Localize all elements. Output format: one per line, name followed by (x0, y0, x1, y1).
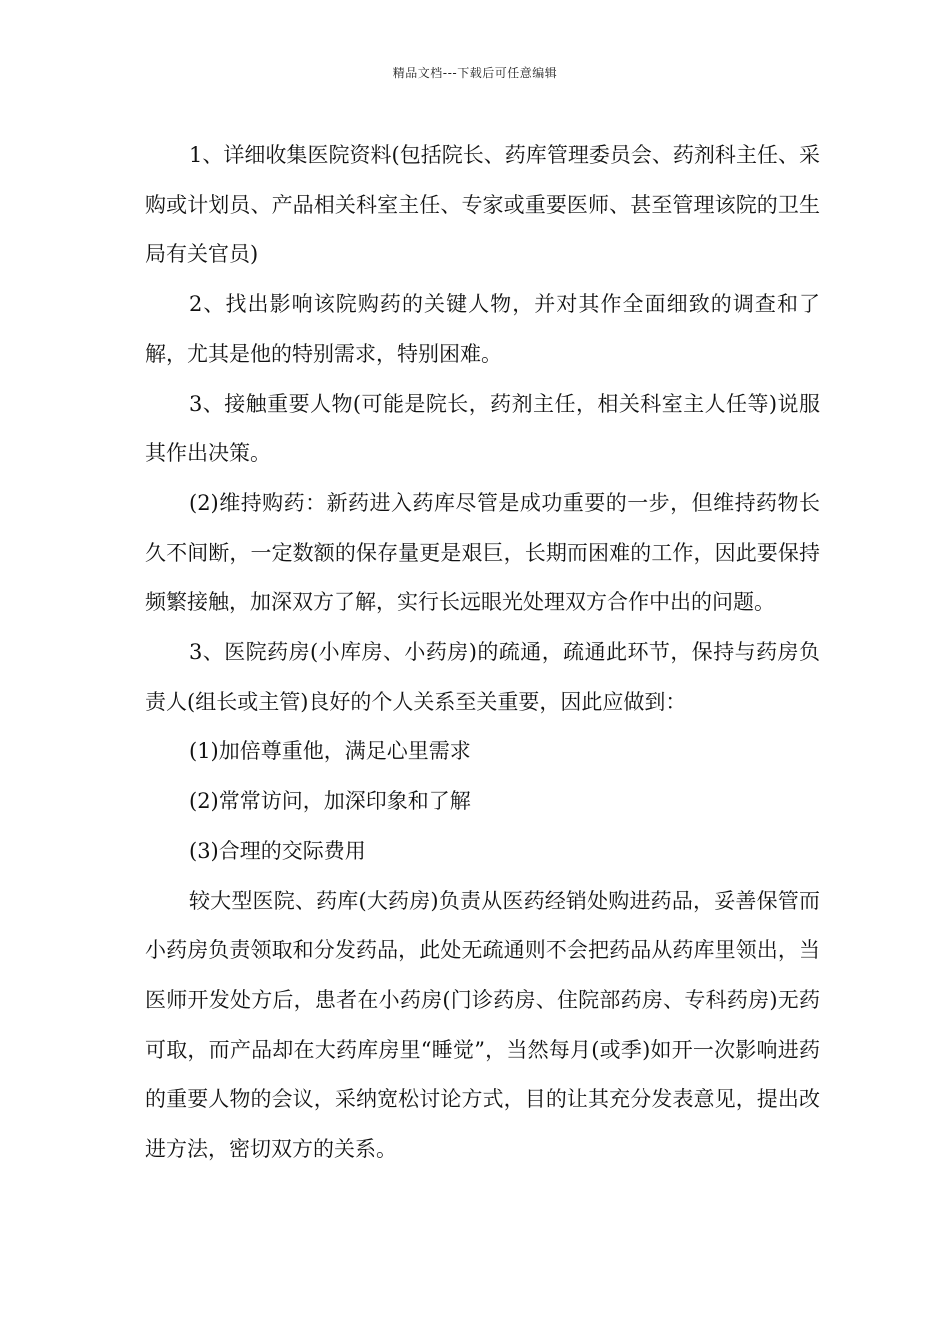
paragraph-maintain-purchasing: (2)维持购药：新药进入药库尽管是成功重要的一步，但维持药物长久不间断，一定数额的保存量更是艰巨，长期而困难的工作，因此要保持频繁接触，加深双方了解，实行长远眼光处理双方合作中出的问题。 (145, 490, 820, 615)
list-item-respect: (1)加倍尊重他，满足心里需求 (189, 739, 471, 764)
paragraph-large-hospital: 较大型医院、药库(大药房)负责从医药经销处购进药品，妥善保管而小药房负责领取和分发药品，此处无疏通则不会把药品从药库里领出，当医师开发处方后，患者在小药房(门诊药房、住院部药房、专科药房)无药可取，而产品却在大药库房里“睡觉”，当然每月(或季)如开一次影响进药的重要人物的会议，采纳宽松讨论方式，目的让其充分发表意见，提出改进方法，密切双方的关系。 (145, 888, 820, 1162)
list-item-expenses: (3)合理的交际费用 (189, 838, 366, 863)
paragraph-collect-hospital-info: 1、详细收集医院资料(包括院长、药库管理委员会、药剂科主任、采购或计划员、产品相关科室主任、专家或重要医师、甚至管理该院的卫生局有关官员) (145, 143, 820, 267)
list-item-visit: (2)常常访问，加深印象和了解 (189, 789, 471, 814)
paragraph-find-key-people: 2、找出影响该院购药的关键人物，并对其作全面细致的调查和了解，尤其是他的特别需求，特别困难。 (145, 292, 820, 366)
paragraph-contact-important-people: 3、接触重要人物(可能是院长，药剂主任，相关科室主人任等)说服其作出决策。 (145, 391, 820, 466)
document-body (145, 131, 820, 1175)
page-header: 精品文档---下载后可任意编辑 (392, 66, 558, 80)
paragraph-hospital-pharmacy: 3、医院药房(小库房、小药房)的疏通，疏通此环节，保持与药房负责人(组长或主管)良好的个人关系至关重要，因此应做到： (145, 640, 820, 714)
